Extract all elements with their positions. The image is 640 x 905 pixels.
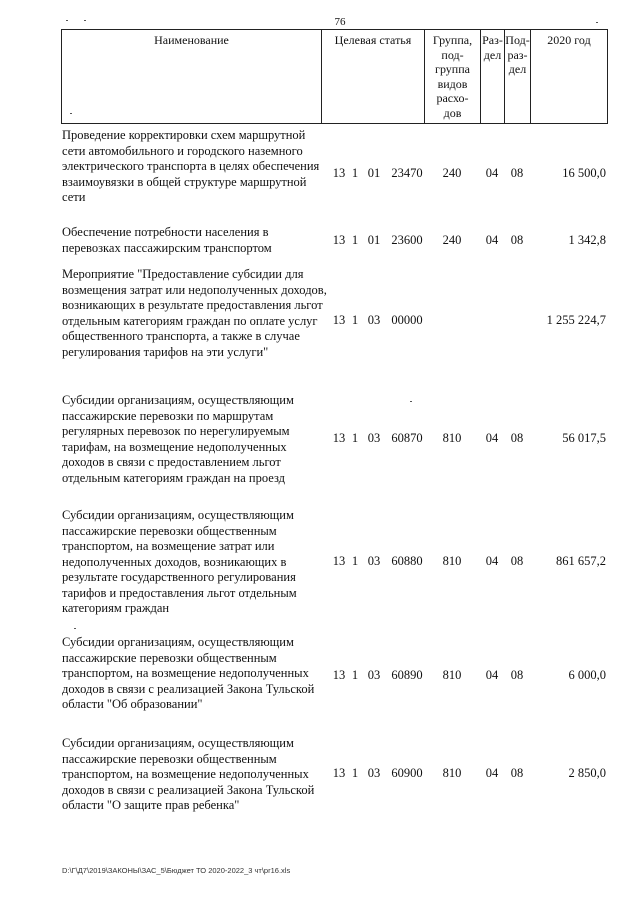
header-group <box>425 33 480 120</box>
row-name: Обеспечение потребности населения в перевозках пассажирским транспортом <box>62 225 272 255</box>
scan-speck <box>74 628 76 629</box>
cs-part: 1 <box>351 431 359 445</box>
scan-speck <box>70 113 72 114</box>
row-amount: 2 850,0 <box>568 766 606 780</box>
row-group: 240 <box>442 233 462 247</box>
row-podrazdel: 08 <box>510 166 524 180</box>
scan-speck <box>84 20 86 21</box>
row-group: 810 <box>442 668 462 682</box>
row-amount: 1 255 224,7 <box>546 313 606 327</box>
cs-part: 13 <box>332 233 346 247</box>
row-name: Субсидии организациям, осуществляющим пассажирские перевозки общественным транспортом, на возмещение недополученных доходов в связи с реализацией Закона Тульской области "О защите прав ребенка" <box>62 736 315 812</box>
cs-part: 23470 <box>391 166 423 180</box>
row-razdel: 04 <box>485 431 499 445</box>
header-target-article: Целевая статья <box>334 33 412 47</box>
row-podrazdel: 08 <box>510 766 524 780</box>
row-amount: 16 500,0 <box>562 166 606 180</box>
row-group: 810 <box>442 766 462 780</box>
cs-part: 03 <box>367 766 381 780</box>
row-razdel: 04 <box>485 554 499 568</box>
cs-part: 13 <box>332 554 346 568</box>
row-razdel: 04 <box>485 166 499 180</box>
row-name: Субсидии организациям, осуществляющим пассажирские перевозки общественным транспортом, на возмещение затрат или недополученных доходов, возникающих в результате государственного регулирования тарифов и предоставления льгот отдельным категориям граждан <box>62 508 297 615</box>
cs-part: 13 <box>332 313 346 327</box>
header-group-line: расхо- <box>436 91 469 105</box>
cs-part: 13 <box>332 166 346 180</box>
header-group-line: видов <box>437 76 468 91</box>
header-group-line: под- <box>441 47 464 62</box>
row-group: 810 <box>442 431 462 445</box>
cs-part: 60890 <box>391 668 423 682</box>
header-razdel-line: Раз- <box>482 33 503 47</box>
row-target-article <box>330 313 430 328</box>
row-target-article <box>330 431 430 446</box>
scan-speck <box>596 22 598 23</box>
row-target-article <box>330 766 430 781</box>
cs-part: 1 <box>351 313 359 327</box>
file-path-footer: D:\Г\Д7\2019\ЗАКОНЫ\ЗАС_5\Бюджет ТО 2020-2022_3 чт\pr16.xls <box>62 866 291 875</box>
row-target-article <box>330 166 430 181</box>
cs-part: 00000 <box>391 313 423 327</box>
cs-part: 01 <box>367 233 381 247</box>
header-year: 2020 год <box>547 33 591 47</box>
header-group-line: группа <box>435 62 470 76</box>
header-top-border <box>61 29 608 30</box>
scan-speck <box>66 20 68 21</box>
cs-part: 13 <box>332 766 346 780</box>
row-name: Мероприятие "Предоставление субсидии для возмещения затрат или недополученных доходов, возникающих в результате предоставления льгот отдельным категориям граждан по оплате услуг общественного транспорта, а также в случае регулирования тарифов на эти услуги" <box>62 267 327 359</box>
row-podrazdel: 08 <box>510 233 524 247</box>
cs-part: 23600 <box>391 233 423 247</box>
row-razdel: 04 <box>485 766 499 780</box>
header-group-line: дов <box>443 105 462 120</box>
scan-speck <box>410 401 412 402</box>
page-number: 76 <box>334 16 346 28</box>
cs-part: 13 <box>332 431 346 445</box>
row-amount: 6 000,0 <box>568 668 606 682</box>
cs-part: 1 <box>351 766 359 780</box>
cs-part: 60880 <box>391 554 423 568</box>
cs-part: 1 <box>351 166 359 180</box>
row-name: Субсидии организациям, осуществляющим пассажирские перевозки по маршрутам регулярных перевозок по нерегулируемым тарифам, на возмещение недополученных доходов в связи с предоставлением льгот отдельным категориям граждан на проезд <box>62 393 294 485</box>
cs-part: 60870 <box>391 431 423 445</box>
cs-part: 03 <box>367 668 381 682</box>
cs-part: 1 <box>351 233 359 247</box>
header-name: Наименование <box>154 33 229 47</box>
row-podrazdel: 08 <box>510 554 524 568</box>
header-podrazdel-line: дел <box>508 62 527 76</box>
row-name: Проведение корректировки схем маршрутной сети автомобильного и городского наземного электрического транспорта в целях обеспечения взаимоувязки в общей структуре маршрутной сети <box>62 128 320 204</box>
row-amount: 56 017,5 <box>562 431 606 445</box>
row-podrazdel: 08 <box>510 668 524 682</box>
header-podrazdel-line: Под- <box>505 33 530 47</box>
row-name: Субсидии организациям, осуществляющим пассажирские перевозки общественным транспортом, на возмещение недополученных доходов в связи с реализацией Закона Тульской области "Об образовании" <box>62 635 315 711</box>
cs-part: 60900 <box>391 766 423 780</box>
row-target-article <box>330 233 430 248</box>
cs-part: 03 <box>367 554 381 568</box>
header-group-line: Группа, <box>432 33 473 47</box>
header-podrazdel-line: раз- <box>507 47 528 62</box>
header-bottom-border <box>61 123 608 124</box>
header-razdel <box>481 33 504 62</box>
row-razdel: 04 <box>485 668 499 682</box>
cs-part: 13 <box>332 668 346 682</box>
cs-part: 03 <box>367 431 381 445</box>
row-podrazdel: 08 <box>510 431 524 445</box>
cs-part: 01 <box>367 166 381 180</box>
row-amount: 1 342,8 <box>568 233 606 247</box>
row-target-article <box>330 554 430 569</box>
cs-part: 1 <box>351 554 359 568</box>
row-group: 810 <box>442 554 462 568</box>
row-amount: 861 657,2 <box>556 554 606 568</box>
cs-part: 03 <box>367 313 381 327</box>
row-target-article <box>330 668 430 683</box>
row-razdel: 04 <box>485 233 499 247</box>
row-group: 240 <box>442 166 462 180</box>
header-razdel-line: дел <box>483 47 502 62</box>
cs-part: 1 <box>351 668 359 682</box>
header-col-border-right <box>607 29 608 124</box>
header-podrazdel <box>505 33 530 77</box>
